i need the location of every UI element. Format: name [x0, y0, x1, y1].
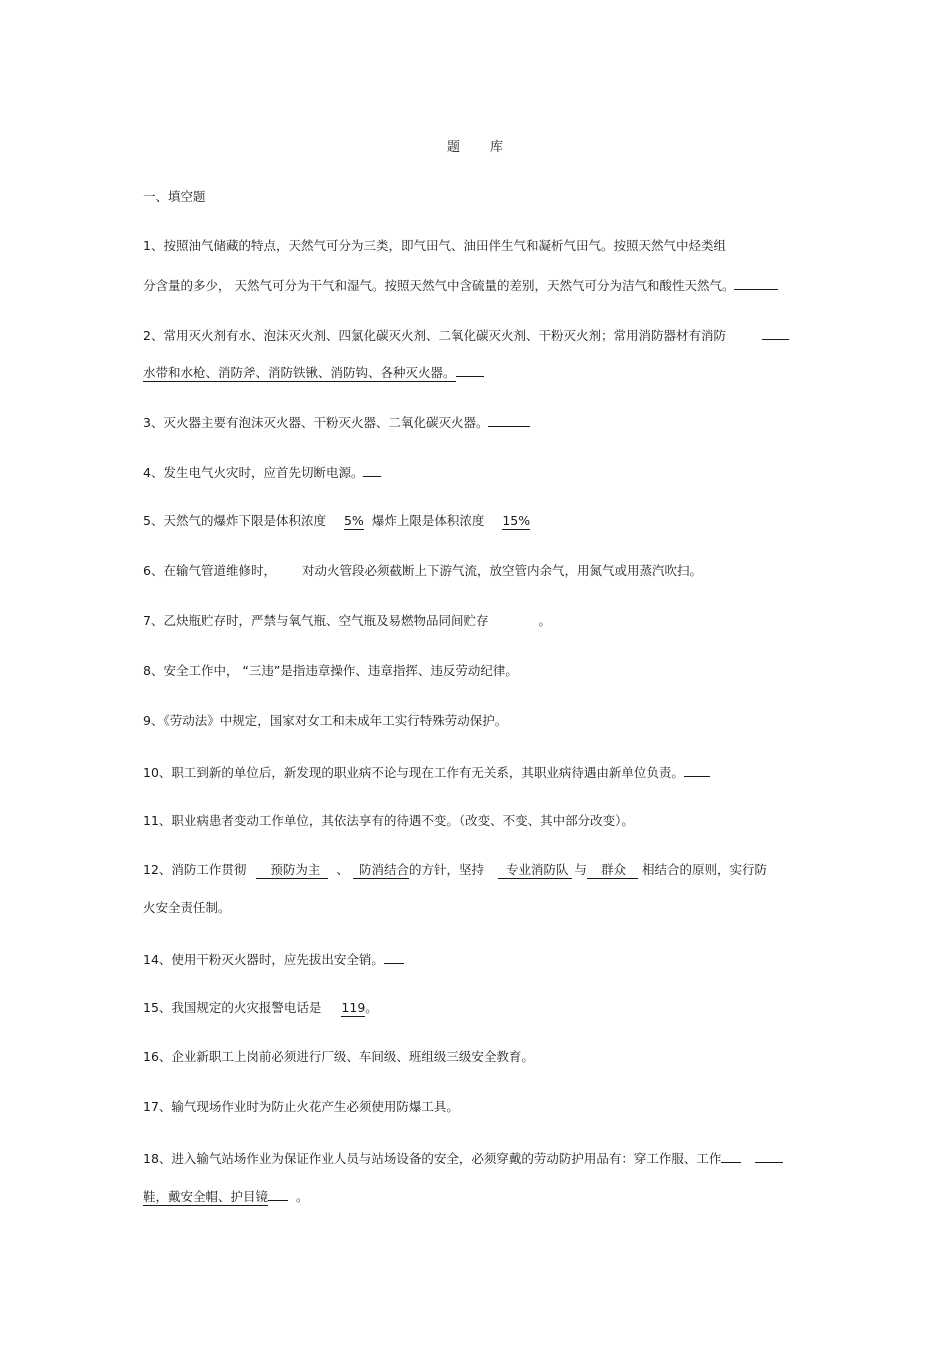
question-10 [143, 762, 710, 782]
question-12-line-1 [143, 861, 767, 879]
answer-prevention-combined: 防消结合 [353, 862, 409, 879]
question-12-text-mid: 的方针，坚持 [408, 862, 484, 877]
answer-blank [684, 762, 710, 777]
question-2-line-1 [143, 325, 789, 345]
question-6-text-b: 对动火管段必须截断上下游气流，放空管内余气，用氮气或用蒸汽吹扫。 [301, 563, 702, 578]
question-14-text: 14、使用干粉灭火器时，应先拔出安全销。 [143, 952, 384, 967]
answer-prevention-first: 预防为主 [256, 862, 328, 879]
question-18-text-1: 18、进入输气站场作业为保证作业人员与站场设备的安全，必须穿戴的劳动防护用品有：穿工作服、工作 [143, 1151, 722, 1166]
question-11: 11、职业病患者变动工作单位，其依法享有的待遇不变。（改变、不变、其中部分改变）。 [143, 813, 634, 828]
page-title [0, 136, 950, 155]
answer-lower-limit: 5% [343, 513, 364, 528]
question-16: 16、企业新职工上岗前必须进行厂级、车间级、班组级三级安全教育。 [143, 1049, 534, 1064]
question-1-line-1: 1、按照油气储藏的特点，天然气可分为三类，即气田气、油田伴生气和凝析气田气。按照天然气中烃类组 [143, 238, 726, 253]
question-4-text: 4、发生电气火灾时，应首先切断电源。 [143, 465, 364, 480]
title-char-left: 题 [446, 140, 460, 155]
question-7-text: 7、乙炔瓶贮存时，严禁与氧气瓶、空气瓶及易燃物品同间贮存 [143, 613, 489, 628]
question-14 [143, 949, 404, 969]
section-heading: 一、填空题 [143, 189, 206, 204]
separator: 、 [336, 862, 349, 877]
question-6 [143, 562, 702, 580]
question-10-text: 10、职工到新的单位后，新发现的职业病不论与现在工作有无关系，其职业病待遇由新单位负责。 [143, 765, 684, 780]
answer-upper-limit: 15% [502, 513, 531, 528]
question-12-text-post: 相结合的原则，实行防 [642, 862, 768, 877]
question-18-line-1 [143, 1148, 783, 1168]
question-15-text: 15、我国规定的火灾报警电话是 [143, 1000, 322, 1015]
question-3-text: 3、灭火器主要有泡沫灭火器、干粉灭火器、二氧化碳灭火器。 [143, 415, 489, 430]
question-15-end: 。 [365, 1000, 378, 1015]
question-9: 9、《劳动法》中规定，国家对女工和未成年工实行特殊劳动保护。 [143, 713, 508, 728]
question-7-end: 。 [538, 613, 551, 628]
question-3 [143, 412, 530, 432]
answer-professional-team: 专业消防队 [498, 862, 573, 879]
question-17: 17、输气现场作业时为防止火花产生必须使用防爆工具。 [143, 1099, 459, 1114]
answer-blank [762, 325, 789, 340]
answer-helmet-goggles: 戴安全帽、护目镜 [168, 1189, 269, 1204]
answer-blank [456, 362, 484, 377]
answer-blank [488, 412, 530, 427]
question-5-text-b: 爆炸上限是体积浓度 [371, 513, 485, 528]
answer-blank [755, 1148, 783, 1163]
question-18-line-2 [143, 1186, 309, 1206]
answer-blank [734, 275, 778, 290]
question-1-text-2: 分含量的多少， 天然气可分为干气和湿气。按照天然气中含硫量的差别，天然气可分为洁气和酸性天然气。 [143, 278, 735, 293]
question-18-end: 。 [296, 1189, 309, 1204]
question-12-text-and: 与 [574, 862, 587, 877]
question-6-text-a: 6、在输气管道维修时， [143, 563, 276, 578]
answer-blank [384, 949, 404, 964]
question-5 [143, 512, 530, 530]
question-5-text-a: 5、天然气的爆炸下限是体积浓度 [143, 513, 326, 528]
question-12-line-2: 火安全责任制。 [143, 900, 231, 915]
question-4 [143, 462, 381, 482]
answer-shoes: 鞋， [143, 1189, 169, 1204]
question-12-text-pre: 12、消防工作贯彻 [143, 862, 247, 877]
question-2-text-2: 水带和水枪、消防斧、消防铁锹、消防钩、各种灭火器。 [143, 365, 456, 380]
title-char-right: 库 [490, 140, 504, 155]
question-2-text-1: 2、常用灭火剂有水、泡沫灭火剂、四氯化碳灭火剂、二氧化碳灭火剂、干粉灭火剂；常用消防器材有消防 [143, 328, 726, 343]
question-2-line-2 [143, 362, 484, 382]
question-1-line-2 [143, 275, 778, 295]
question-8: 8、安全工作中， “三违”是指违章操作、违章指挥、违反劳动纪律。 [143, 663, 518, 678]
answer-blank [268, 1186, 288, 1201]
answer-blank [363, 462, 381, 477]
answer-fire-number: 119 [341, 1000, 366, 1015]
answer-blank [721, 1148, 741, 1163]
question-15 [143, 999, 378, 1017]
answer-masses: 群众 [587, 862, 638, 879]
question-7 [143, 612, 551, 630]
